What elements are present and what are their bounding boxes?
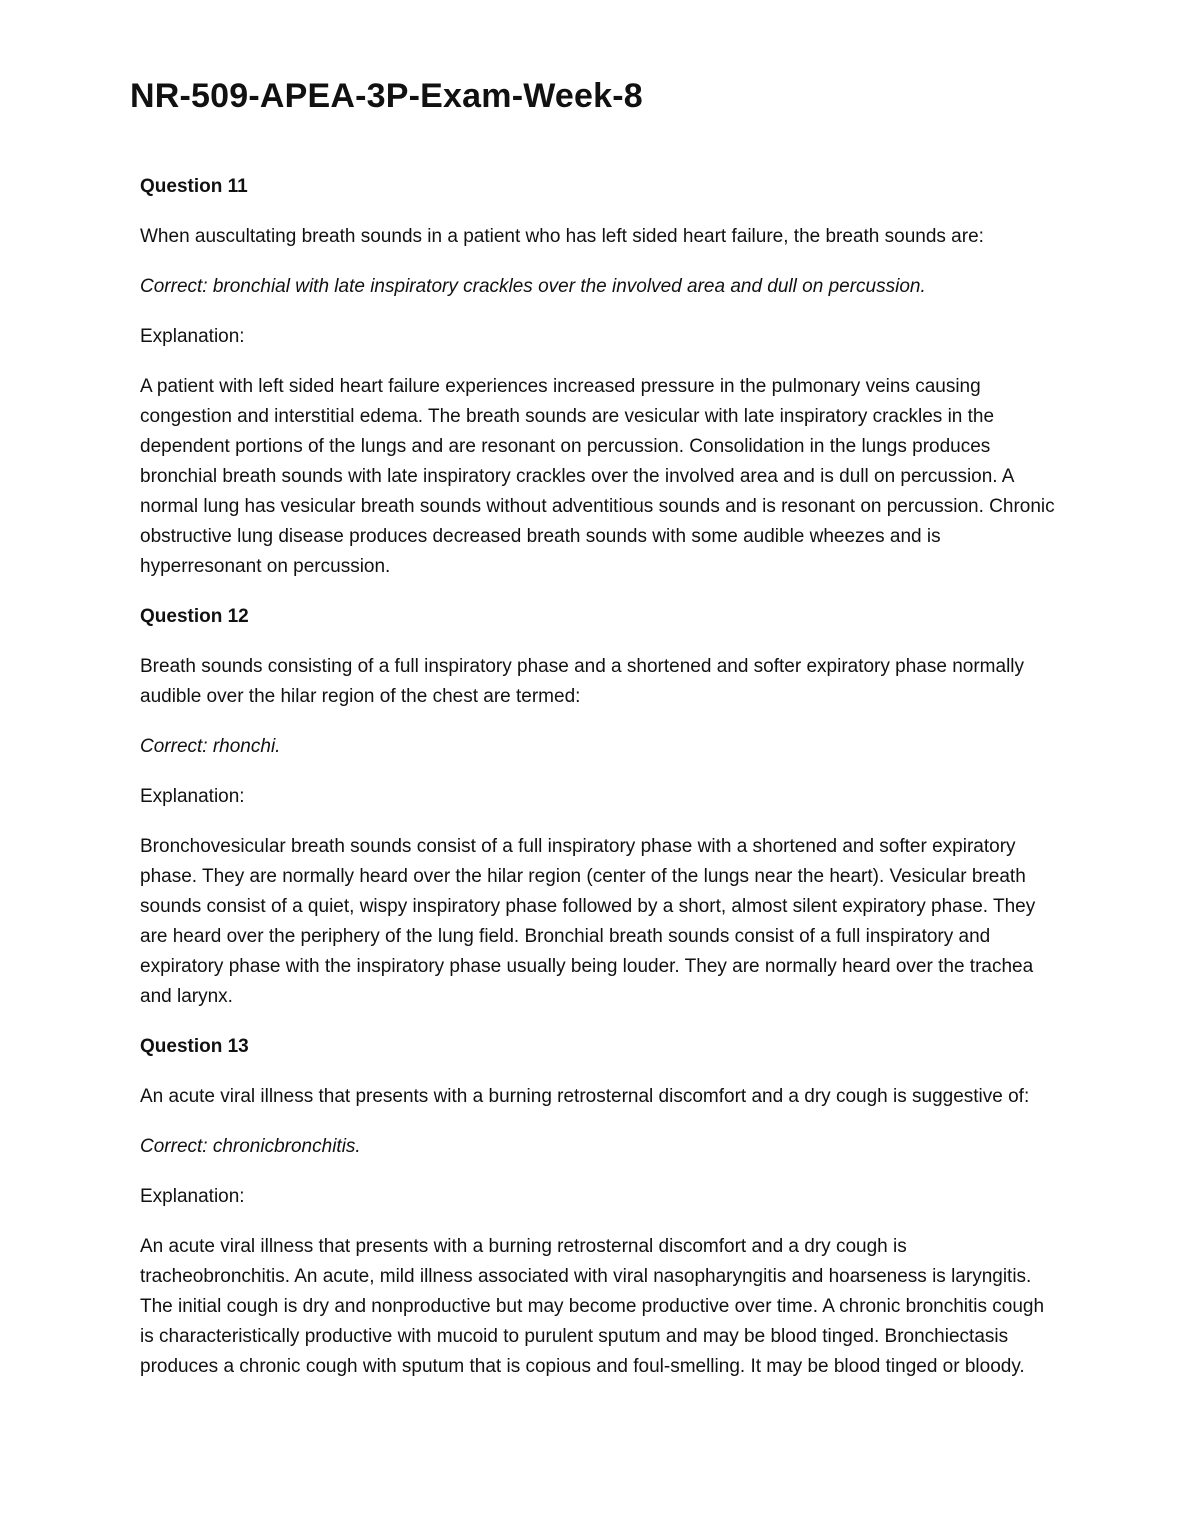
question-heading: Question 12 (140, 606, 249, 627)
question-block-11 (140, 172, 1055, 582)
question-block-12 (140, 602, 1055, 1012)
question-text: An acute viral illness that presents with a burning retrosternal discomfort and a dry cough is suggestive of: (140, 1086, 1030, 1107)
explanation-label: Explanation: (140, 326, 245, 347)
question-text: When auscultating breath sounds in a patient who has left sided heart failure, the breath sounds are: (140, 226, 984, 247)
explanation-label: Explanation: (140, 786, 245, 807)
correct-answer: Correct: chronicbronchitis. (140, 1136, 361, 1157)
question-text: Breath sounds consisting of a full inspiratory phase and a shortened and softer expiratory phase normally audible over the hilar region of the chest are termed: (140, 656, 1025, 707)
explanation-text: An acute viral illness that presents with a burning retrosternal discomfort and a dry cough is tracheobronchitis. An acute, mild illness associated with viral nasopharyngitis and hoarseness is laryngitis. The initial cough is dry and nonproductive but may become productive over time. A chronic bronchitis cough is characteristically productive with mucoid to purulent sputum and may be blood tinged. Bronchiectasis produces a chronic cough with sputum that is copious and foul-smelling. It may be blood tinged or bloody. (140, 1236, 1045, 1377)
correct-answer: Correct: bronchial with late inspiratory crackles over the involved area and dull on percussion. (140, 276, 926, 297)
document-body (140, 172, 1055, 1402)
explanation-label: Explanation: (140, 1186, 245, 1207)
page-title: NR-509-APEA-3P-Exam-Week-8 (130, 77, 643, 115)
explanation-text: Bronchovesicular breath sounds consist of a full inspiratory phase with a shortened and softer expiratory phase. They are normally heard over the hilar region (center of the lungs near the heart). Vesicular breath sounds consist of a quiet, wispy inspiratory phase followed by a short, almost silent expiratory phase. They are heard over the periphery of the lung field. Bronchial breath sounds consist of a full inspiratory and expiratory phase with the inspiratory phase usually being louder. They are normally heard over the trachea and larynx. (140, 836, 1036, 1007)
question-heading: Question 13 (140, 1036, 249, 1057)
question-heading: Question 11 (140, 176, 248, 197)
correct-answer: Correct: rhonchi. (140, 736, 281, 757)
question-block-13 (140, 1032, 1055, 1382)
explanation-text: A patient with left sided heart failure experiences increased pressure in the pulmonary veins causing congestion and interstitial edema. The breath sounds are vesicular with late inspiratory crackles in the dependent portions of the lungs and are resonant on percussion. Consolidation in the lungs produces bronchial breath sounds with late inspiratory crackles over the involved area and is dull on percussion. A normal lung has vesicular breath sounds without adventitious sounds and is resonant on percussion. Chronic obstructive lung disease produces decreased breath sounds with some audible wheezes and is hyperresonant on percussion. (140, 376, 1055, 577)
